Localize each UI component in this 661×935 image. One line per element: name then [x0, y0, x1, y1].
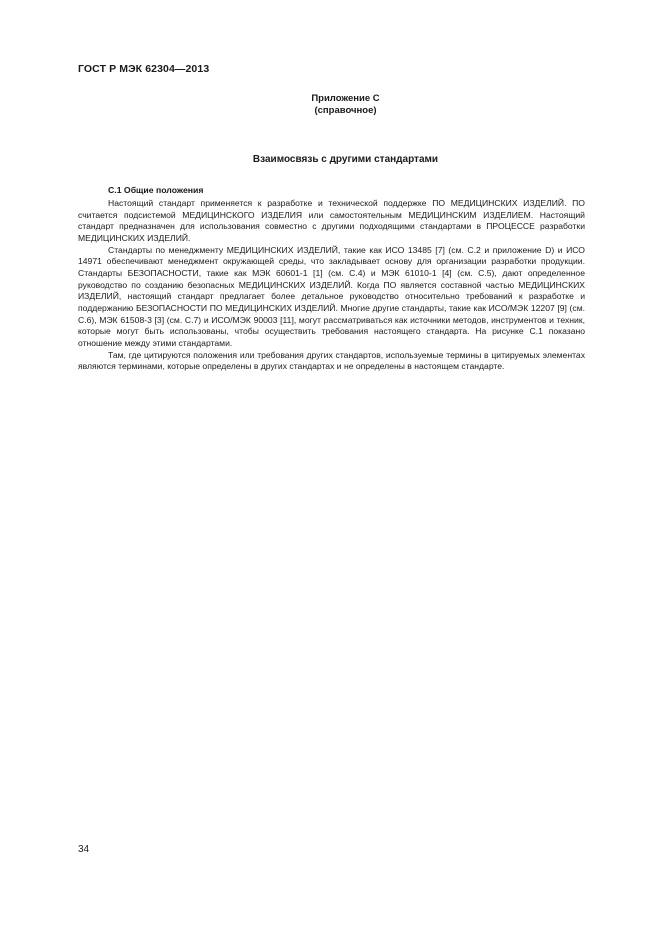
- body-text: [78, 198, 585, 373]
- paragraph: Настоящий стандарт применяется к разработке и технической поддержке ПО МЕДИЦИНСКИХ ИЗДЕЛИЙ. ПО считается подсистемой МЕДИЦИНСКОГО ИЗДЕЛИЯ или самостоятельным МЕДИЦИНСКИМ ИЗДЕЛИЕМ. Настоящий стандарт предназначен для использования совместно с другими подходящими стандартами в ПРОЦЕССЕ разработки МЕДИЦИНСКИХ ИЗДЕЛИЙ.: [78, 198, 585, 243]
- page-number: 34: [78, 844, 90, 855]
- section-title: Взаимосвязь с другими стандартами: [252, 154, 439, 165]
- standard-code-header: ГОСТ Р МЭК 62304—2013: [78, 63, 210, 75]
- appendix-heading: [0, 93, 661, 117]
- subsection-title: C.1 Общие положения: [108, 185, 204, 195]
- paragraph: Стандарты по менеджменту МЕДИЦИНСКИХ ИЗДЕЛИЙ, такие как ИСО 13485 [7] (см. C.2 и приложение D) и ИСО 14971 обеспечивают менеджмент окружающей среды, что закладывает основу для организации разработки продукции. Стандарты БЕЗОПАСНОСТИ, такие как МЭК 60601-1 [1] (см. C.4) и МЭК 61010-1 [4] (см. C.5), дают определенное руководство по созданию безопасных МЕДИЦИНСКИХ ИЗДЕЛИЙ. Когда ПО является составной частью МЕДИЦИНСКИХ ИЗДЕЛИЙ, настоящий стандарт предлагает более детальное руководство относительно требований к разработке и поддержанию БЕЗОПАСНОСТИ ПО МЕДИЦИНСКИХ ИЗДЕЛИЙ. Многие другие стандарты, такие как ИСО/МЭК 12207 [9] (см. C.6), МЭК 61508-3 [3] (см. C.7) и ИСО/МЭК 90003 [11], могут рассматриваться как источники методов, инструментов и техник, которые могут быть использованы, чтобы осуществить требования настоящего стандарта. На рисунке C.1 показано отношение между этими стандартами.: [78, 244, 585, 348]
- appendix-title: Приложение C: [311, 93, 380, 104]
- paragraph: Там, где цитируются положения или требования других стандартов, используемые термины в цитируемых элементах являются терминами, которые определены в других стандартах и не определены в настоящем стандарте.: [78, 349, 585, 372]
- appendix-type: (справочное): [314, 105, 377, 116]
